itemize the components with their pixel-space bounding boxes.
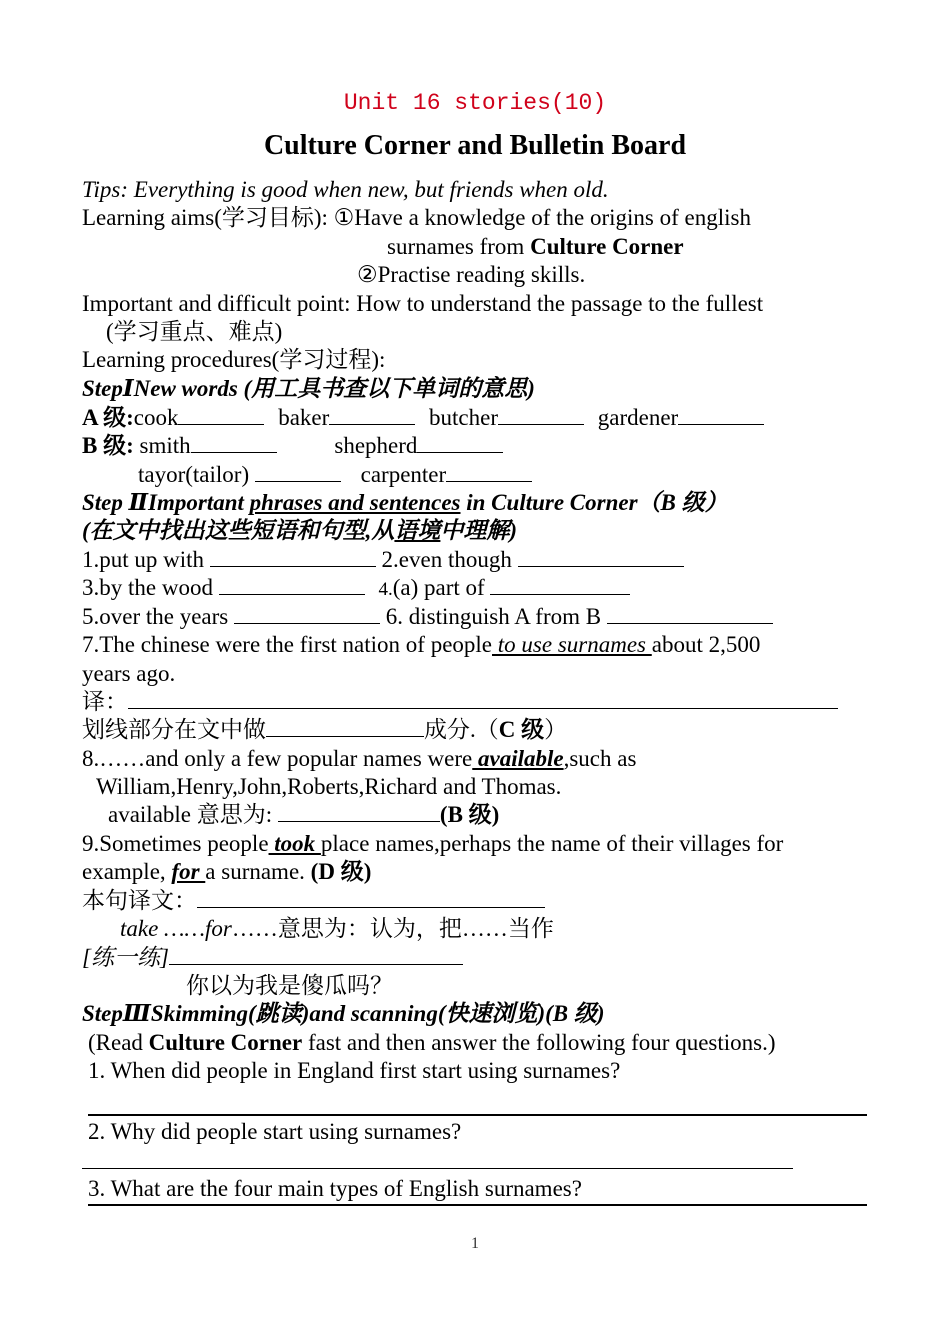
translate-line <box>82 688 838 716</box>
page-number: 1 <box>471 1235 479 1252</box>
blank[interactable] <box>490 574 630 595</box>
word-tailor: tayor(tailor) <box>138 462 255 487</box>
aim-2: ②Practise reading skills. <box>357 262 586 287</box>
step2-heading <box>82 489 728 517</box>
phrase-row-1 <box>82 546 684 574</box>
s8-word: available <box>472 746 564 771</box>
aims-line <box>82 204 751 232</box>
take-b: ……意思为：认为，把……当作 <box>231 916 554 941</box>
practice-line <box>82 944 463 972</box>
blank[interactable] <box>219 574 365 595</box>
lesson-title: Culture Corner and Bulletin Board <box>263 130 687 161</box>
s9-level: (D 级) <box>310 859 372 884</box>
s7-a: 7.The chinese were the first nation of people <box>82 632 493 657</box>
step1-b-line <box>82 432 503 460</box>
word-shepherd: shepherd <box>334 433 418 458</box>
step2-h2-a: (在文中找出这些短语和句型,从 <box>82 518 395 543</box>
blank[interactable] <box>417 432 503 453</box>
aims-line-2 <box>387 233 684 261</box>
phrase-row-2 <box>82 574 630 604</box>
blank[interactable] <box>518 546 684 567</box>
blank[interactable] <box>255 461 341 482</box>
step2-heading-ul: phrases and sentences <box>249 490 461 515</box>
step2-heading-b: in Culture Corner（B 级） <box>460 490 728 515</box>
blank[interactable] <box>607 603 773 624</box>
phrase-5: 5.over the years <box>82 604 234 629</box>
step2-h2-b: 中理解) <box>440 518 518 543</box>
aim-1-cont: surnames from <box>387 234 531 259</box>
component-level: C 级 <box>498 717 545 742</box>
s9-d: a surname. <box>205 859 311 884</box>
available-level: (B 级) <box>439 802 500 827</box>
component-a: 划线部分在文中做 <box>82 717 266 742</box>
s8-b: ,such as <box>563 746 637 771</box>
word-cook: cook <box>133 405 179 430</box>
blank[interactable] <box>210 546 376 567</box>
available-label: available 意思为: <box>108 802 278 827</box>
tips: Tips: Everything is good when new, but friends when old. <box>82 177 609 202</box>
unit-title: Unit 16 stories(10) <box>343 90 607 116</box>
important-cn: (学习重点、难点) <box>106 319 283 344</box>
blank[interactable] <box>197 887 545 908</box>
important-point: Important and difficult point: How to understand the passage to the fullest <box>82 291 764 316</box>
step1-b-line-2 <box>138 461 532 489</box>
translate-blank[interactable] <box>128 688 838 709</box>
s9-c: example, <box>82 859 172 884</box>
aim-1-bold: Culture Corner <box>530 234 684 259</box>
intro-a: (Read <box>88 1030 149 1055</box>
answer-line-3[interactable] <box>88 1204 867 1206</box>
phrase-4: (a) part of <box>392 575 491 600</box>
take-a: take …… <box>120 916 205 941</box>
sentence-9-line2 <box>82 858 371 886</box>
sentence-8-line2: William,Henry,John,Roberts,Richard and Thomas. <box>96 774 562 799</box>
intro-b: fast and then answer the following four questions.) <box>302 1030 776 1055</box>
phrase-1: 1.put up with <box>82 547 210 572</box>
take-for: for <box>204 916 232 941</box>
answer-line-1[interactable] <box>88 1114 867 1116</box>
s9-took: took <box>268 831 321 856</box>
blank[interactable] <box>329 404 415 425</box>
component-close: ） <box>544 717 568 742</box>
aims-label: Learning aims(学习目标): <box>82 205 334 230</box>
phrase-2: 2.even though <box>381 547 518 572</box>
word-gardener: gardener <box>597 405 679 430</box>
phrase-3: 3.by the wood <box>82 575 219 600</box>
component-b: 成分.（ <box>424 717 499 742</box>
step1-heading: StepⅠNew words (用工具书查以下单词的意思) <box>82 376 535 401</box>
sentence-9 <box>82 830 783 858</box>
step3-heading: StepⅢSkimming(跳读)and scanning(快速浏览)(B 级) <box>82 1001 605 1026</box>
step3-intro <box>88 1029 776 1057</box>
question-2: 2. Why did people start using surnames? <box>88 1119 462 1144</box>
phrase-6: 6. distinguish A from B <box>385 604 607 629</box>
take-for-line <box>120 915 554 943</box>
level-b-label: B 级: <box>82 433 140 458</box>
answer-line-2[interactable] <box>82 1168 793 1169</box>
aim-1: ①Have a knowledge of the origins of english <box>333 205 751 230</box>
translate-label: 译： <box>82 689 128 714</box>
blank[interactable] <box>446 461 532 482</box>
practice-question: 你以为我是傻瓜吗？ <box>186 973 393 998</box>
blank[interactable] <box>178 404 264 425</box>
s8-a: 8.……and only a few popular names were <box>82 746 473 771</box>
s9-for: for <box>171 859 206 884</box>
sentence-8 <box>82 745 636 773</box>
question-3: 3. What are the four main types of English surnames? <box>88 1176 582 1201</box>
word-baker: baker <box>278 405 330 430</box>
step2-heading-a: Step ⅡImportant <box>82 490 250 515</box>
benju-label: 本句译文： <box>82 888 197 913</box>
s7-b: about 2,500 <box>651 632 761 657</box>
question-1: 1. When did people in England first start using surnames? <box>88 1058 621 1083</box>
blank[interactable] <box>278 801 440 822</box>
word-butcher: butcher <box>429 405 499 430</box>
level-a-label: A 级: <box>82 405 134 430</box>
blank[interactable] <box>678 404 764 425</box>
sentence-7 <box>82 631 760 659</box>
step2-heading-2 <box>82 517 517 545</box>
blank[interactable] <box>234 603 380 624</box>
phrase-row-3 <box>82 603 773 631</box>
blank[interactable] <box>266 716 424 737</box>
available-line <box>108 801 499 829</box>
sentence-7-line2: years ago. <box>82 661 176 686</box>
component-line <box>82 716 567 744</box>
blank[interactable] <box>498 404 584 425</box>
s9-a: 9.Sometimes people <box>82 831 269 856</box>
procedures: Learning procedures(学习过程): <box>82 347 386 372</box>
blank[interactable] <box>191 432 277 453</box>
step1-a-line <box>82 404 764 432</box>
benju-line <box>82 887 545 915</box>
s9-b: place names,perhaps the name of their villages for <box>320 831 784 856</box>
step2-h2-ul: 语境 <box>394 518 441 543</box>
intro-bold: Culture Corner <box>148 1030 303 1055</box>
practice-label: [练一练] <box>82 945 169 970</box>
blank[interactable] <box>169 944 463 965</box>
s7-ul: to use surnames <box>492 632 652 657</box>
phrase-4-num: 4. <box>378 579 393 600</box>
word-carpenter: carpenter <box>360 462 447 487</box>
word-smith: smith <box>139 433 191 458</box>
